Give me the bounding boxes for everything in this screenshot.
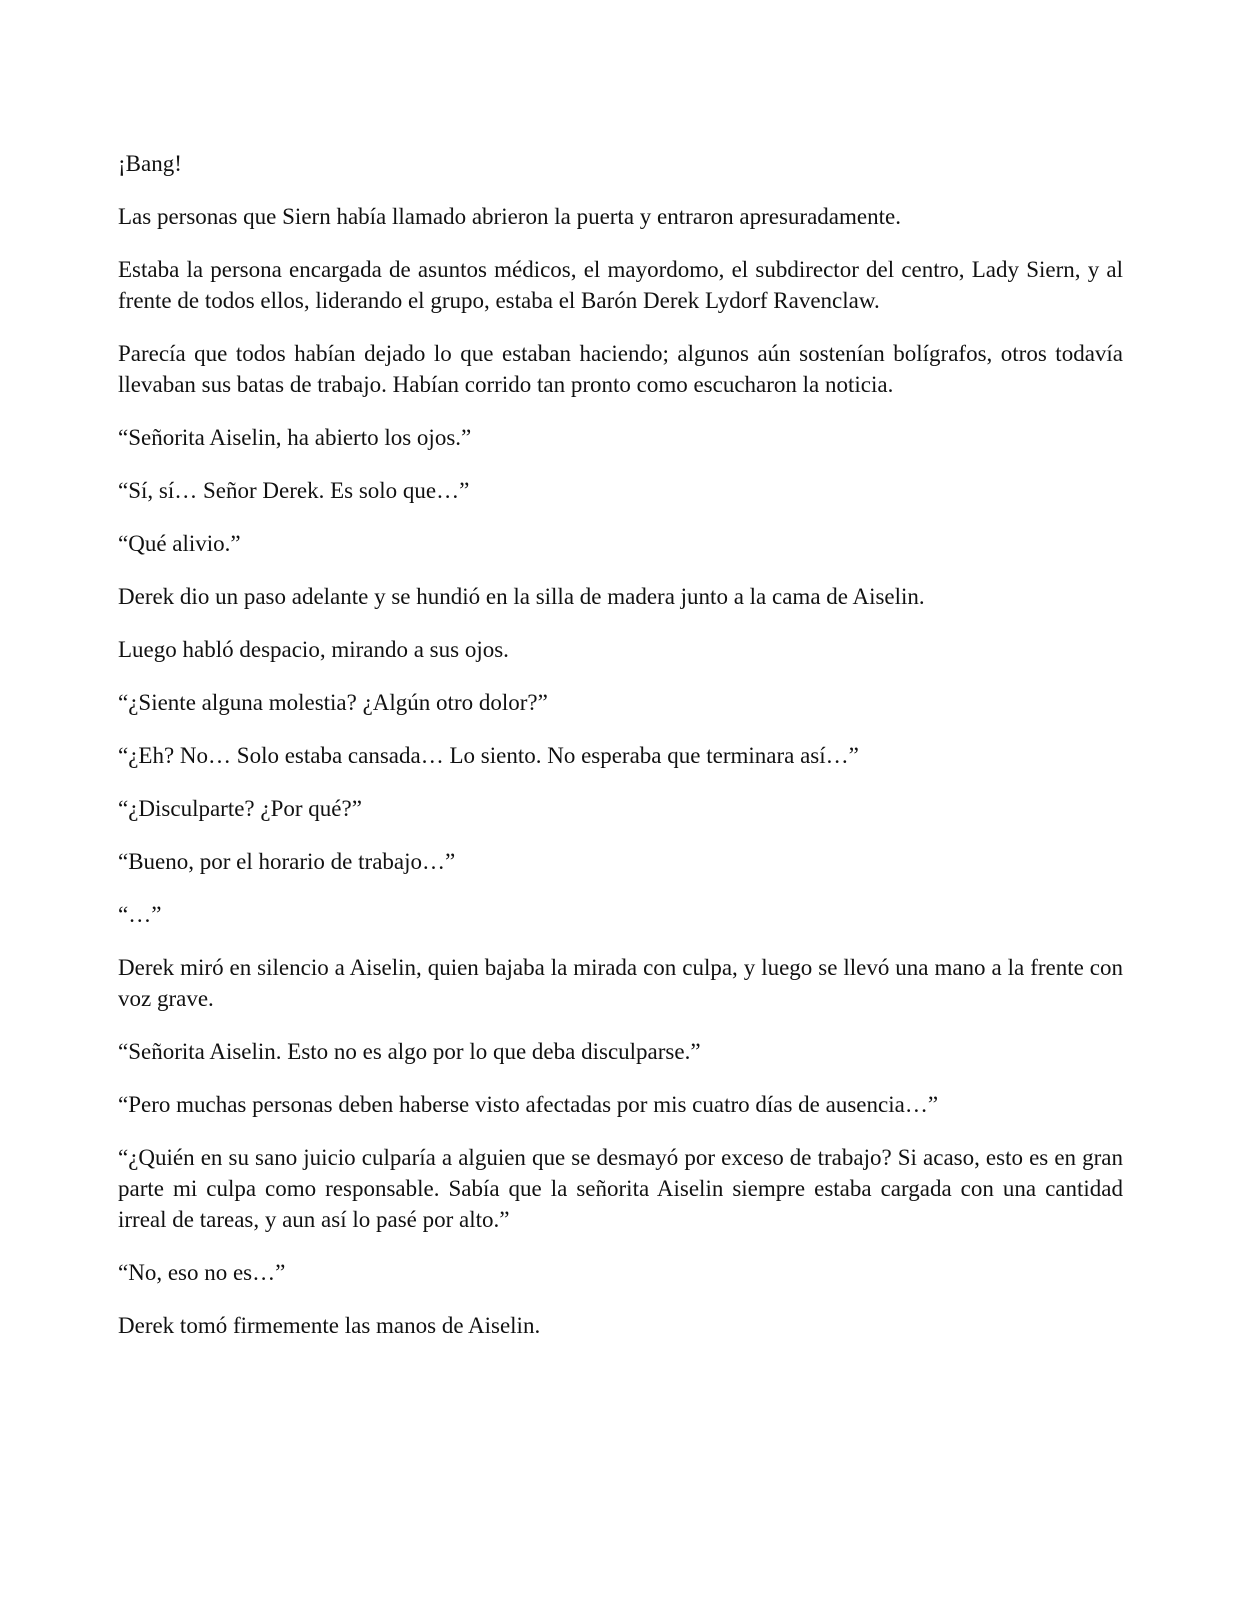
paragraph-narration: Derek dio un paso adelante y se hundió en la silla de madera junto a la cama de Aiselin. [118,584,925,609]
dialogue-line: “…” [118,902,162,927]
paragraph-group-description: Estaba la persona encargada de asuntos médicos, el mayordomo, el subdirector del centro, Lady Siern, y al frente de todos ellos, liderando el grupo, estaba el Barón Derek Lydorf Ravenclaw. [118,257,1129,313]
dialogue-line: “Qué alivio.” [118,531,241,556]
dialogue-line: “Señorita Aiselin, ha abierto los ojos.” [118,425,472,450]
dialogue-line: “Pero muchas personas deben haberse visto afectadas por mis cuatro días de ausencia…” [118,1092,939,1117]
paragraph-entrance: Las personas que Siern había llamado abrieron la puerta y entraron apresuradamente. [118,204,901,229]
paragraph-narration: Derek tomó firmemente las manos de Aiselin. [118,1313,541,1338]
dialogue-line: “Sí, sí… Señor Derek. Es solo que…” [118,478,470,503]
dialogue-line: “¿Disculparte? ¿Por qué?” [118,796,362,821]
paragraph-narration: Derek miró en silencio a Aiselin, quien bajaba la mirada con culpa, y luego se llevó una mano a la frente con voz grave. [118,955,1129,1011]
dialogue-line: “¿Siente alguna molestia? ¿Algún otro dolor?” [118,690,548,715]
paragraph-rushed: Parecía que todos habían dejado lo que estaban haciendo; algunos aún sostenían bolígrafos, otros todavía llevaban sus batas de trabajo. Habían corrido tan pronto como escucharon la noticia. [118,341,1129,397]
dialogue-line: “Señorita Aiselin. Esto no es algo por lo que deba disculparse.” [118,1039,701,1064]
dialogue-line: “¿Eh? No… Solo estaba cansada… Lo siento. No esperaba que terminara así…” [118,743,859,768]
paragraph-bang: ¡Bang! [118,151,182,176]
dialogue-line: “¿Quién en su sano juicio culparía a alguien que se desmayó por exceso de trabajo? Si acaso, esto es en gran parte mi culpa como responsable. Sabía que la señorita Aiselin siempre estaba cargada con una cantidad irreal de tareas, y aun así lo pasé por alto.” [118,1145,1129,1232]
document-page [118,148,1129,1363]
dialogue-line: “No, eso no es…” [118,1260,286,1285]
dialogue-line: “Bueno, por el horario de trabajo…” [118,849,456,874]
paragraph-narration: Luego habló despacio, mirando a sus ojos. [118,637,509,662]
